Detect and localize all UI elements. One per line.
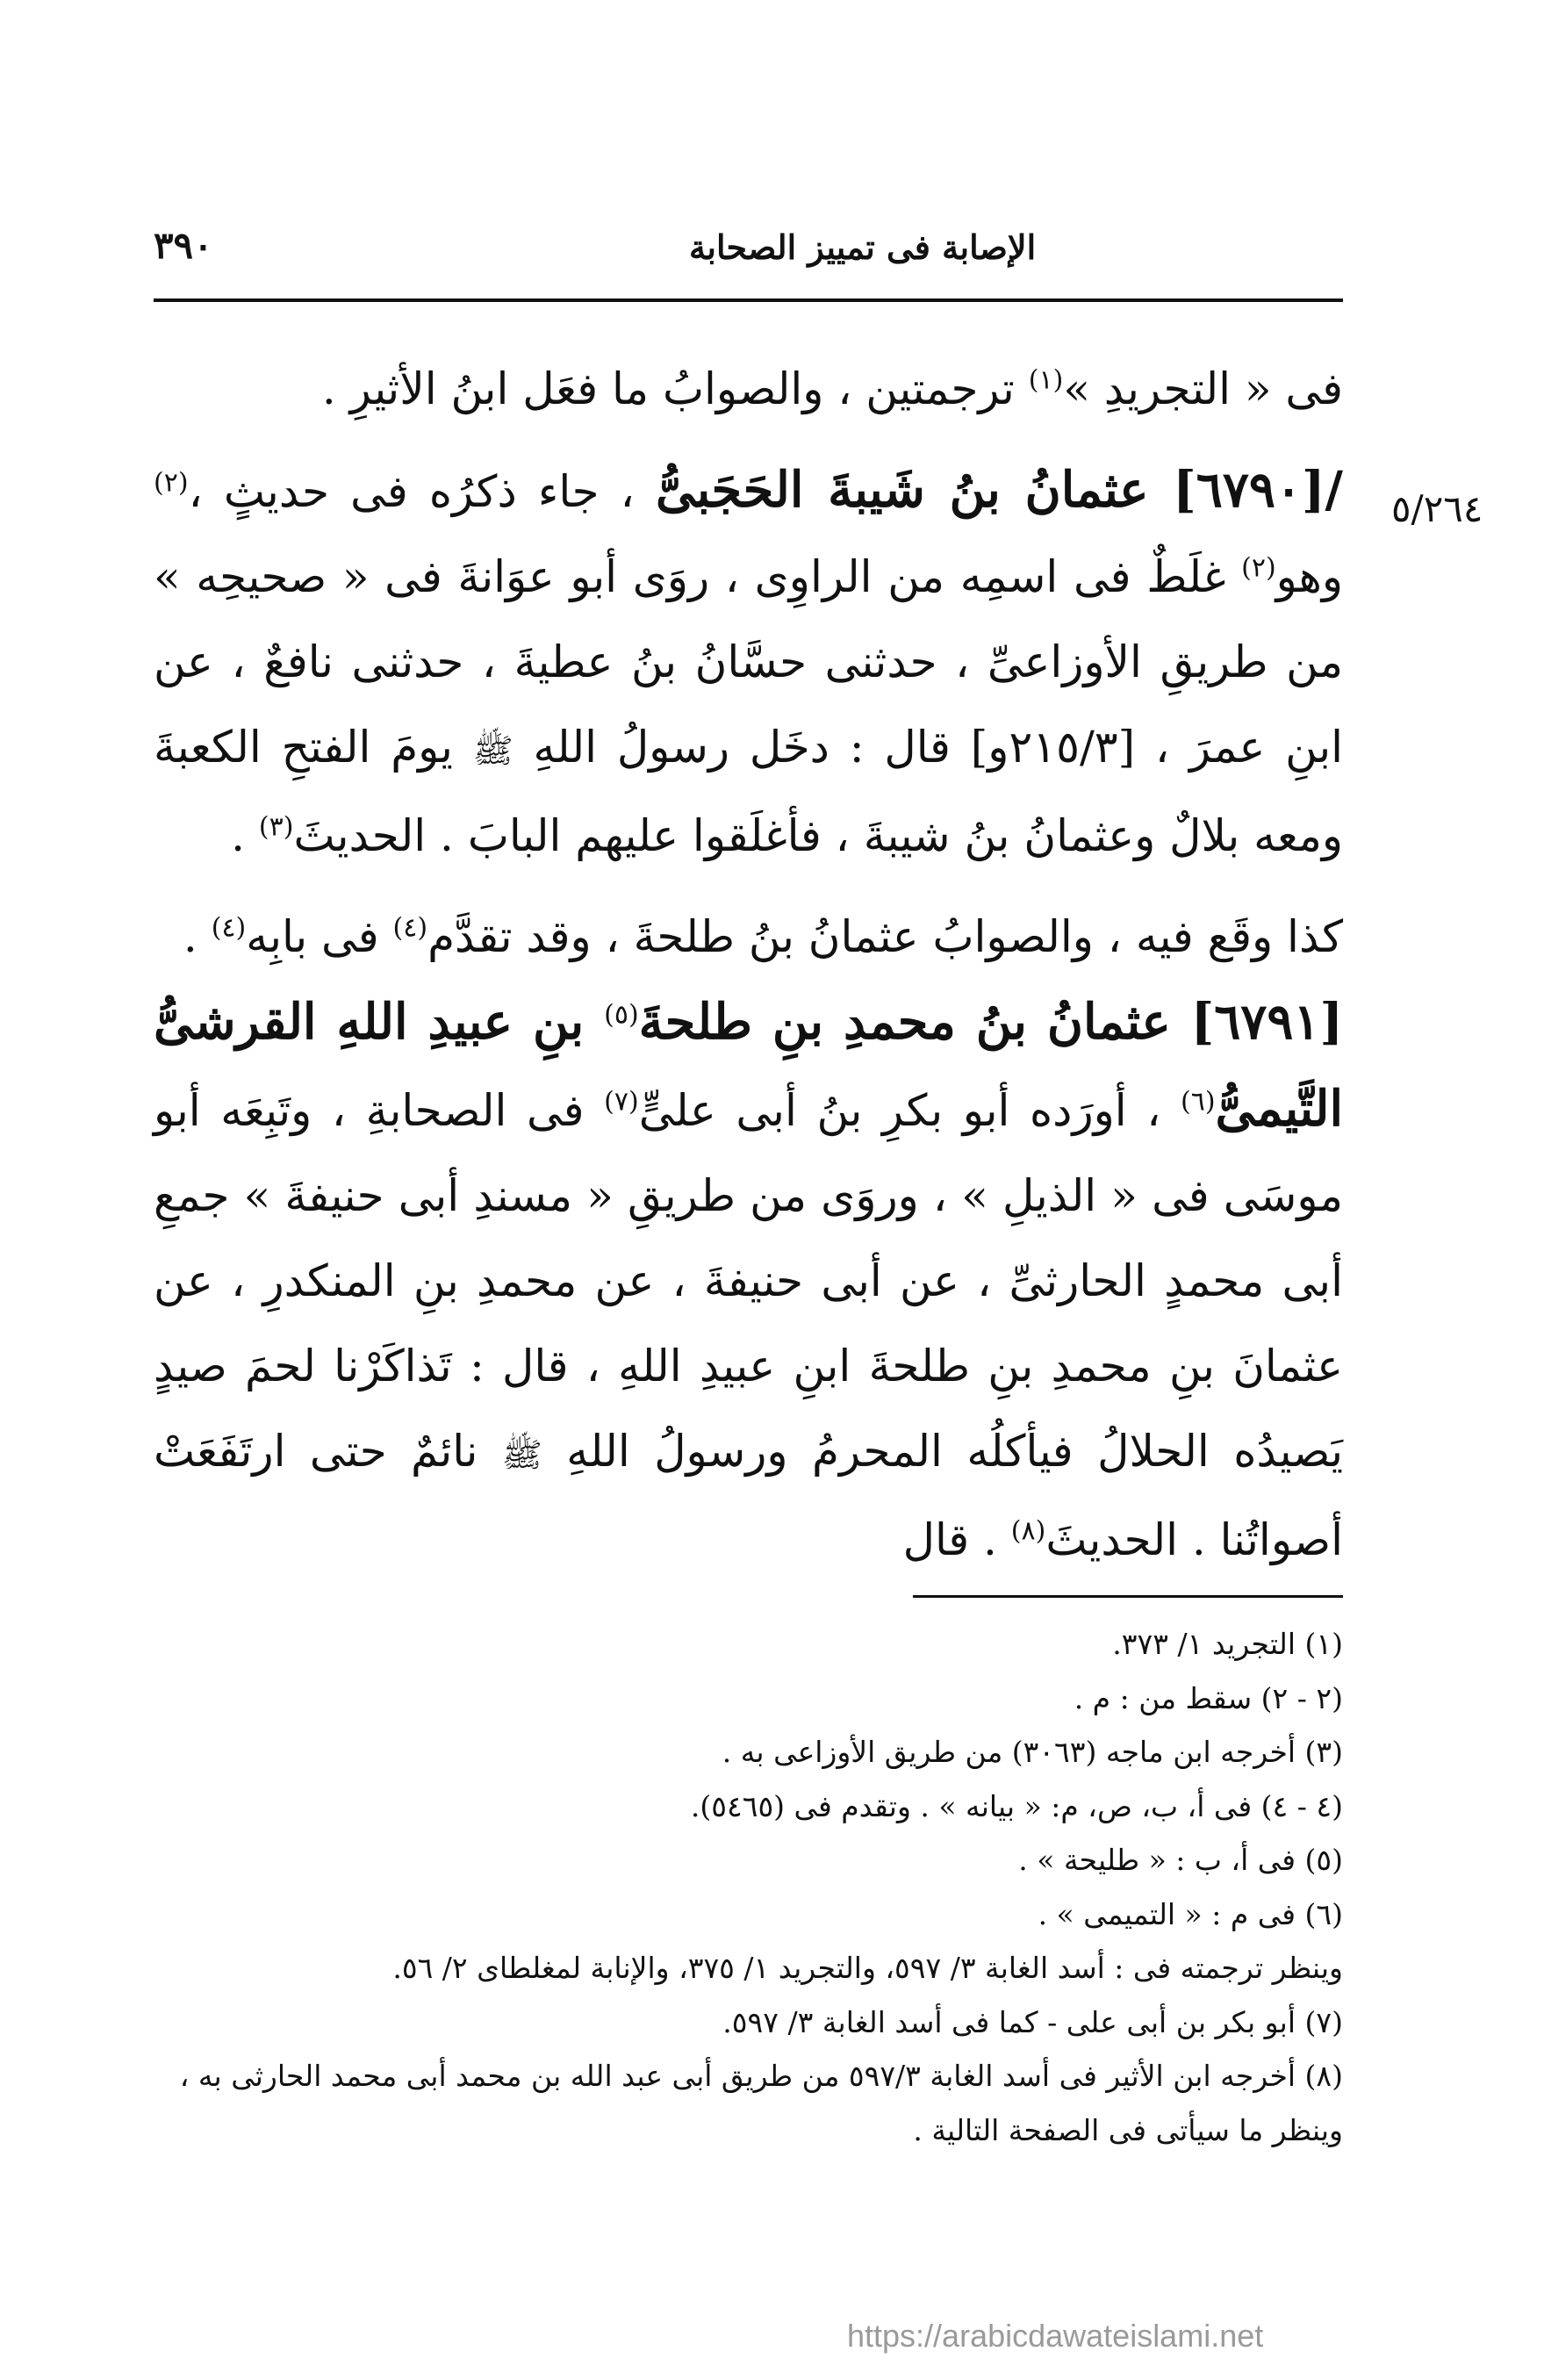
source-watermark: https://arabicdawateislami.net (847, 2318, 1264, 2354)
footnote-marker: (٢) (1241, 552, 1276, 584)
footnote-4: (٤ - ٤) فى أ، ب، ص، م: « بيانه » . وتقدم فى (٥٤٦٥). (690, 1788, 1343, 1823)
footnote-marker: (٦) (1180, 1086, 1216, 1118)
text-run: فى « التجريدِ » (1063, 363, 1343, 414)
honorific-glyph: ﷺ (501, 1435, 542, 1474)
footnote-6-continuation: وينظر ترجمته فى : أسد الغابة ٣/ ٥٩٧، والتجريد ١/ ٣٧٥، والإنابة لمغلطاى ٢/ ٥٦. (392, 1951, 1343, 1985)
margin-reference: ٥/٢٦٤ (1391, 487, 1483, 530)
entry-heading: ] عثمانُ بنُ محمدِ بنِ طلحةَ (638, 993, 1215, 1051)
main-text (154, 347, 1343, 1583)
entry-bracket: /[ (1302, 461, 1343, 519)
text-run: نائمٌ حتى ارتَفَعَتْ أصواتُنا . الحديثَ (154, 1426, 1343, 1565)
footnote-rule (913, 1595, 1343, 1598)
text-run: . قال (902, 1514, 1011, 1565)
text-run: فى بابِه (246, 911, 393, 962)
entry-number: ٦٧٩١ (1214, 993, 1320, 1051)
footnote-6: (٦) فى م : « التميمى » . (1038, 1896, 1343, 1931)
text-run: وهو (1275, 551, 1343, 602)
footnote-marker: (٣) (258, 811, 294, 843)
entry-6791 (154, 980, 1343, 1583)
honorific-glyph: ﷺ (472, 731, 513, 770)
text-run: غلَطٌ فى اسمِه من الراوِى ، روَى أبو عوَانةَ فى « صحيحِه » من طريقِ الأوزاعىِّ ، حدثنى حسَّانُ بنُ عطيةَ ، حدثنى نافعٌ ، عن ابنِ عمرَ ، [٢١٥/٣و] قال : دخَل رسولُ اللهِ (154, 551, 1344, 773)
footnote-marker: (٨) (1010, 1515, 1046, 1547)
footnote-8: (٨) أخرجه ابن الأثير فى أسد الغابة ٥٩٧/٣ من طريق أبى عبد الله بن محمد أبى محمد الحارثى به ، وينظر ما سيأتى فى الصفحة التالية . (179, 2059, 1343, 2147)
footnote-2: (٢ - ٢) سقط من : م . (1074, 1680, 1343, 1715)
text-run: ، جاء ذكرُه فى حديثٍ ، (188, 466, 656, 517)
footnotes (154, 1617, 1343, 2157)
text-run: . (231, 810, 259, 861)
paragraph-3 (154, 895, 1343, 980)
entry-number: ٦٧٩٠ (1196, 461, 1303, 519)
text-run: ، أورَده أبو بكرِ بنُ أبى علىٍّ (638, 1085, 1181, 1136)
header-rule (154, 298, 1343, 302)
footnote-5: (٥) فى أ، ب : « طليحة » . (1018, 1843, 1343, 1877)
text-run: يومَ الفتحِ الكعبةَ ومعه بلالٌ وعثمانُ بنُ شيبةَ ، فأغلَقوا عليهم البابَ . الحديثَ (154, 722, 1343, 861)
text-run: ترجمتين ، والصوابُ ما فعَل ابنُ الأثيرِ . (321, 363, 1029, 414)
running-title: الإصابة فى تمييز الصحابة (689, 227, 1037, 267)
footnote-marker: (٧) (604, 1086, 639, 1118)
text-run: كذا وقَع فيه ، والصوابُ عثمانُ بنُ طلحةَ ، وقد تقدَّم (427, 911, 1343, 962)
footnote-marker: (٤) (392, 912, 428, 944)
page-number: ٣٩٠ (154, 224, 213, 267)
entry-6790 (154, 448, 1343, 879)
footnote-marker: (٥) (604, 999, 639, 1031)
entry-heading: ] عثمانُ بنُ شَيبةَ الحَجَبىُّ (655, 461, 1196, 519)
footnote-marker: (٢) (154, 467, 189, 499)
text-run: فى الصحابةِ ، وتَبِعَه أبو موسَى فى « الذيلِ » ، وروَى من طريقِ « مسندِ أبى حنيفةَ » جمعِ أبى محمدٍ الحارثىِّ ، عن أبى حنيفةَ ، عن محمدِ بنِ المنكدرِ ، عن عثمانَ بنِ محمدِ بنِ طلحةَ ابنِ عبيدِ اللهِ ، قال : تَذاكَرْنا لحمَ صيدٍ يَصيدُه الحلالُ فيأكلُه المحرمُ ورسولُ اللهِ (154, 1085, 1343, 1477)
footnote-7: (٧) أبو بكر بن أبى على - كما فى أسد الغابة ٣/ ٥٩٧. (722, 2004, 1343, 2039)
text-run: . (183, 911, 212, 962)
entry-heading: بنِ عبيدِ اللهِ القرشىُّ التَّيمىُّ (154, 993, 1344, 1138)
footnote-marker: (٤) (211, 912, 247, 944)
page-header (154, 224, 1343, 277)
footnote-1: (١) التجريد ١/ ٣٧٣. (1112, 1627, 1343, 1661)
footnote-marker: (١) (1028, 364, 1064, 396)
paragraph-1 (154, 347, 1343, 432)
entry-bracket: [ (1319, 993, 1344, 1051)
footnote-3: (٣) أخرجه ابن ماجه (٣٠٦٣) من طريق الأوزاعى به . (722, 1735, 1343, 1769)
